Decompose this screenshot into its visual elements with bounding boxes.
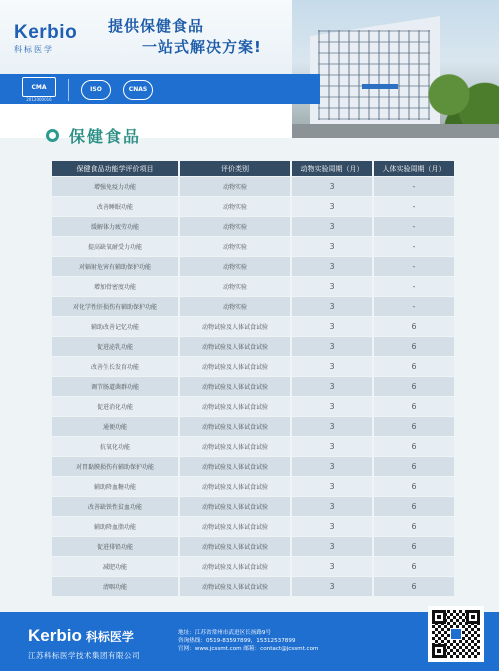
cell-item: 提高缺氧耐受力功能	[52, 237, 178, 256]
iso-logo-icon: ISO	[81, 80, 111, 100]
page-header	[0, 0, 499, 138]
cell-item: 促进泌乳功能	[52, 337, 178, 356]
cell-human-period: 6	[374, 457, 454, 476]
table-row	[52, 357, 454, 376]
web-email-text: 官网：www.jcssmt.com 邮箱：contact@jcssmt.com	[178, 646, 319, 653]
cell-category: 动物实验	[180, 257, 290, 276]
qr-code-icon	[432, 610, 480, 658]
cell-animal-period: 3	[292, 537, 372, 556]
building-photo	[292, 0, 499, 138]
cell-animal-period: 3	[292, 217, 372, 236]
cell-item: 增加骨密度功能	[52, 277, 178, 296]
cell-item: 促进消化功能	[52, 397, 178, 416]
cell-item: 改善生长发育功能	[52, 357, 178, 376]
ring-icon	[46, 129, 59, 142]
cell-category: 动物试验及人体试食试验	[180, 497, 290, 516]
brand-name-en: Kerbio	[14, 22, 78, 43]
function-table	[50, 160, 452, 597]
cell-animal-period: 3	[292, 377, 372, 396]
table-row	[52, 297, 454, 316]
cell-category: 动物实验	[180, 237, 290, 256]
qr-code	[428, 606, 484, 662]
building-sign	[362, 84, 398, 89]
qr-logo-icon	[450, 628, 462, 640]
qr-finder-tl	[432, 610, 446, 624]
cell-human-period: 6	[374, 317, 454, 336]
cell-item: 通便功能	[52, 417, 178, 436]
cell-human-period: 6	[374, 557, 454, 576]
cell-item: 辅助降血糖功能	[52, 477, 178, 496]
cell-item: 辅助改善记忆功能	[52, 317, 178, 336]
slogan-line-2: 一站式解决方案!	[142, 38, 262, 56]
table-row	[52, 257, 454, 276]
header-human-period: 人体实验周期（月）	[374, 161, 454, 176]
cell-animal-period: 3	[292, 177, 372, 196]
cell-animal-period: 3	[292, 517, 372, 536]
cell-item: 改善缺铁性贫血功能	[52, 497, 178, 516]
cell-category: 动物实验	[180, 277, 290, 296]
cell-item: 对胃黏膜损伤有辅助保护功能	[52, 457, 178, 476]
cell-animal-period: 3	[292, 437, 372, 456]
footer-brand-cn: 科标医学	[85, 630, 134, 644]
cell-animal-period: 3	[292, 457, 372, 476]
cell-human-period: -	[374, 277, 454, 296]
cell-item: 抗氧化功能	[52, 437, 178, 456]
table-row	[52, 377, 454, 396]
cell-human-period: -	[374, 177, 454, 196]
table-row	[52, 417, 454, 436]
cell-animal-period: 3	[292, 357, 372, 376]
cell-human-period: 6	[374, 477, 454, 496]
table-row	[52, 477, 454, 496]
cell-item: 促进排铅功能	[52, 537, 178, 556]
address-text: 地址：江苏省常州市武进区长扬路9号	[178, 630, 272, 636]
cell-human-period: 6	[374, 577, 454, 596]
cell-item: 缓解体力疲劳功能	[52, 217, 178, 236]
cell-human-period: 6	[374, 397, 454, 416]
cell-category: 动物试验及人体试食试验	[180, 317, 290, 336]
cell-animal-period: 3	[292, 577, 372, 596]
cell-category: 动物实验	[180, 297, 290, 316]
table-row	[52, 537, 454, 556]
table-row	[52, 577, 454, 596]
building-windows	[318, 30, 430, 120]
brand-name-cn: 科标医学	[14, 45, 54, 54]
cell-item: 减肥功能	[52, 557, 178, 576]
cell-item: 对辐射危害有辅助保护功能	[52, 257, 178, 276]
cell-human-period: 6	[374, 417, 454, 436]
cell-animal-period: 3	[292, 197, 372, 216]
cell-item: 改善睡眠功能	[52, 197, 178, 216]
cell-animal-period: 3	[292, 237, 372, 256]
cma-logo-icon: CMA	[22, 77, 56, 97]
qr-finder-bl	[432, 644, 446, 658]
cert-divider	[68, 79, 69, 101]
cell-human-period: -	[374, 237, 454, 256]
cell-category: 动物试验及人体试食试验	[180, 337, 290, 356]
cell-animal-period: 3	[292, 497, 372, 516]
hotline-text: 咨询热线：0519-83597899，15312537899	[178, 638, 296, 645]
cell-category: 动物试验及人体试食试验	[180, 357, 290, 376]
cell-animal-period: 3	[292, 317, 372, 336]
cell-category: 动物试验及人体试食试验	[180, 477, 290, 496]
cell-category: 动物实验	[180, 197, 290, 216]
cell-item: 辅助降血脂功能	[52, 517, 178, 536]
cell-category: 动物试验及人体试食试验	[180, 417, 290, 436]
footer-brand-en: Kerbio	[28, 626, 82, 645]
cell-item: 清咽功能	[52, 577, 178, 596]
cell-human-period: 6	[374, 497, 454, 516]
cell-human-period: 6	[374, 517, 454, 536]
cell-human-period: 6	[374, 537, 454, 556]
header-category: 评价类别	[180, 161, 290, 176]
cell-item: 调节肠道菌群功能	[52, 377, 178, 396]
cell-animal-period: 3	[292, 557, 372, 576]
cell-human-period: -	[374, 197, 454, 216]
table-body	[52, 177, 454, 596]
cell-category: 动物试验及人体试食试验	[180, 437, 290, 456]
cma-number: 2012000016	[26, 97, 52, 102]
section-heading	[46, 124, 141, 147]
brand-logo	[14, 22, 77, 55]
header-item: 保健食品功能学评价项目	[52, 161, 178, 176]
cell-category: 动物实验	[180, 177, 290, 196]
cell-human-period: -	[374, 217, 454, 236]
cell-item: 增强免疫力功能	[52, 177, 178, 196]
ground	[292, 124, 499, 138]
table-row	[52, 557, 454, 576]
section-title: 保健食品	[69, 127, 142, 146]
table-header-row	[52, 161, 454, 176]
contact-info	[178, 629, 319, 654]
cell-animal-period: 3	[292, 257, 372, 276]
cell-category: 动物试验及人体试食试验	[180, 577, 290, 596]
table-row	[52, 177, 454, 196]
table-row	[52, 337, 454, 356]
table-row	[52, 237, 454, 256]
footer-brand	[28, 626, 140, 661]
qr-finder-tr	[466, 610, 480, 624]
table-row	[52, 317, 454, 336]
cell-item: 对化学性肝损伤有辅助保护功能	[52, 297, 178, 316]
table-row	[52, 397, 454, 416]
page-footer	[0, 612, 499, 671]
table-row	[52, 517, 454, 536]
cell-human-period: -	[374, 297, 454, 316]
cell-category: 动物试验及人体试食试验	[180, 377, 290, 396]
cell-human-period: 6	[374, 337, 454, 356]
cell-category: 动物实验	[180, 217, 290, 236]
cell-human-period: 6	[374, 437, 454, 456]
table-row	[52, 217, 454, 236]
cell-category: 动物试验及人体试食试验	[180, 537, 290, 556]
function-evaluation-table	[50, 160, 456, 597]
cell-human-period: 6	[374, 357, 454, 376]
cell-animal-period: 3	[292, 397, 372, 416]
cell-animal-period: 3	[292, 477, 372, 496]
table-row	[52, 277, 454, 296]
cell-animal-period: 3	[292, 417, 372, 436]
certification-logos	[22, 77, 153, 102]
company-name: 江苏科标医学技术集团有限公司	[28, 651, 140, 660]
cell-animal-period: 3	[292, 337, 372, 356]
cma-cert	[22, 77, 56, 102]
table-row	[52, 497, 454, 516]
cell-category: 动物试验及人体试食试验	[180, 397, 290, 416]
table-row	[52, 437, 454, 456]
table-row	[52, 457, 454, 476]
table-row	[52, 197, 454, 216]
cell-human-period: 6	[374, 377, 454, 396]
header-animal-period: 动物实验周期（月）	[292, 161, 372, 176]
cell-category: 动物试验及人体试食试验	[180, 517, 290, 536]
slogan-line-1: 提供保健食品	[108, 17, 205, 35]
cell-animal-period: 3	[292, 297, 372, 316]
cell-human-period: -	[374, 257, 454, 276]
cnas-logo-icon: CNAS	[123, 80, 153, 100]
cell-animal-period: 3	[292, 277, 372, 296]
cell-category: 动物试验及人体试食试验	[180, 457, 290, 476]
cell-category: 动物试验及人体试食试验	[180, 557, 290, 576]
